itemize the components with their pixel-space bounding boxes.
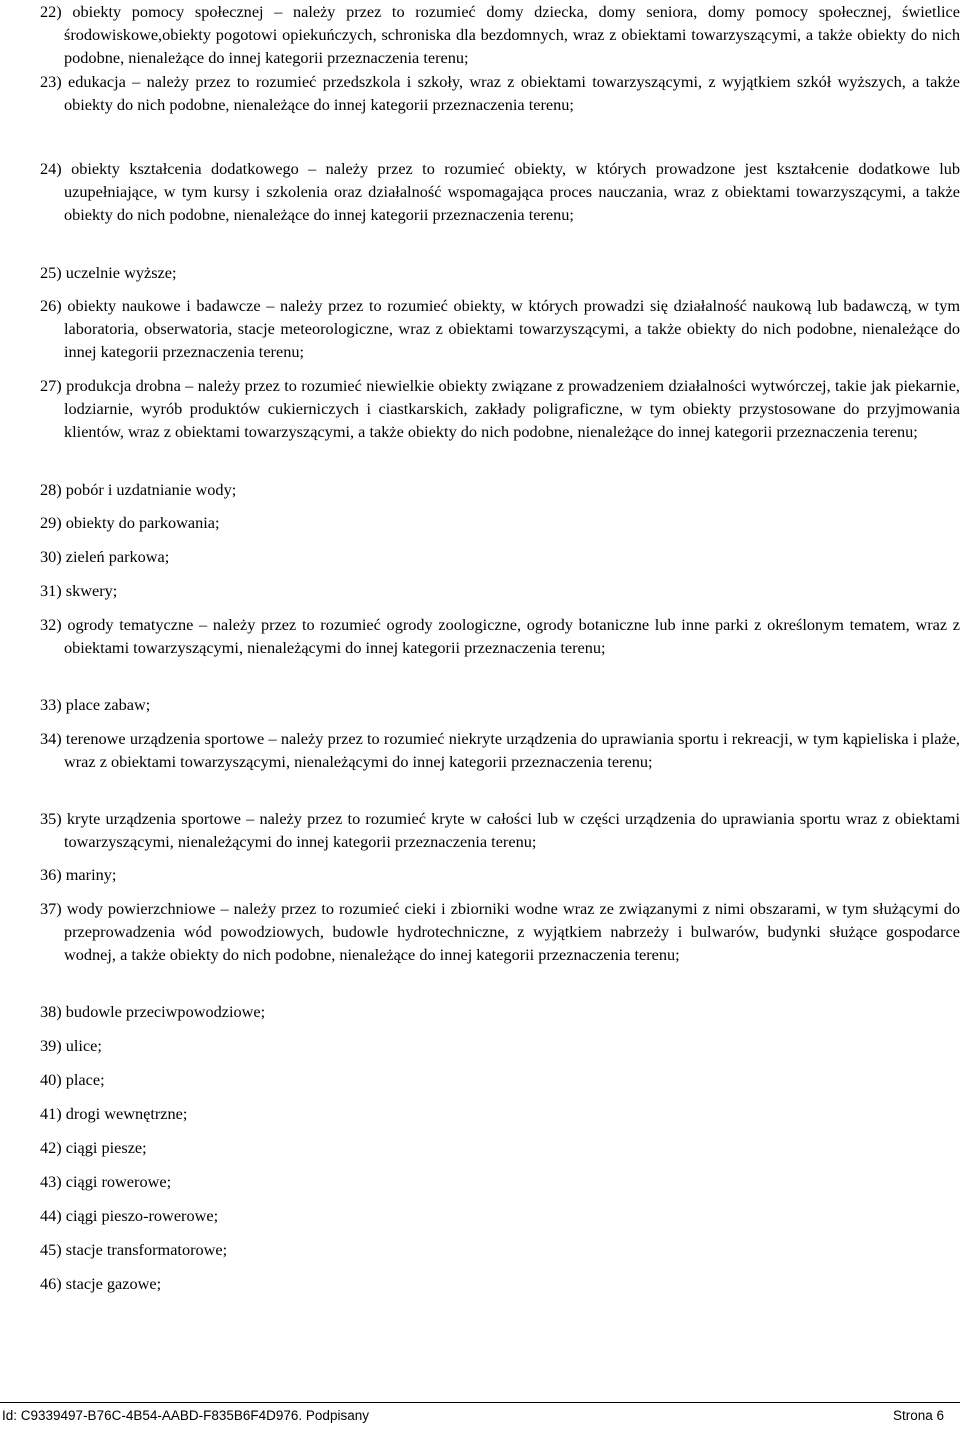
definition-item-30: 30) zieleń parkowa; (40, 547, 170, 566)
definition-item-27: 27) produkcja drobna – należy przez to rozumieć niewielkie obiekty związane z prowadzeniem działalności wytwórczej, takie jak piekarnie, lodziarnie, wyrób produktów cukierniczych i ciastkarskich, zakłady poligraficzne, w tym obiekty przystosowane do przyjmowania klientów, wraz z obiektami towarzyszącymi, a także obiekty do nich podobne, nienależące do innej kategorii przeznaczenia terenu; (40, 376, 960, 442)
definition-item-24: 24) obiekty kształcenia dodatkowego – należy przez to rozumieć obiekty, w których prowadzone jest kształcenie dodatkowe lub uzupełniające, w tym kursy i szkolenia oraz działalność wspomagająca proces nauczania, wraz z obiektami towarzyszącymi, a także obiekty do nich podobne, nienależące do innej kategorii przeznaczenia terenu; (40, 159, 960, 225)
definition-item-34: 34) terenowe urządzenia sportowe – należy przez to rozumieć niekryte urządzenia do uprawiania sportu i rekreacji, w tym kąpieliska i plaże, wraz z obiektami towarzyszącymi, nienależącymi do innej kategorii przeznaczenia terenu; (40, 729, 960, 772)
definition-item-43: 43) ciągi rowerowe; (40, 1172, 172, 1191)
definition-item-32: 32) ogrody tematyczne – należy przez to rozumieć ogrody zoologiczne, ogrody botaniczne lub inne parki z określonym tematem, wraz z obiektami towarzyszącymi, nienależącymi do innej kategorii przeznaczenia terenu; (40, 615, 960, 658)
definition-item-31: 31) skwery; (40, 581, 118, 600)
definition-item-41: 41) drogi wewnętrzne; (40, 1104, 188, 1123)
definition-item-45: 45) stacje transformatorowe; (40, 1240, 228, 1259)
definition-item-46: 46) stacje gazowe; (40, 1274, 162, 1293)
definition-item-37: 37) wody powierzchniowe – należy przez to rozumieć cieki i zbiorniki wodne wraz ze związanymi z nimi obszarami, w tym służącymi do przeprowadzenia wód powodziowych, budowle hydrotechniczne, z wyjątkiem nabrzeży i bulwarów, budynki służące gospodarce wodnej, a także obiekty do nich podobne, nienależące do innej kategorii przeznaczenia terenu; (40, 899, 960, 965)
definition-item-38: 38) budowle przeciwpowodziowe; (40, 1002, 266, 1021)
definition-item-42: 42) ciągi piesze; (40, 1138, 147, 1157)
page-number: Strona 6 (892, 1408, 944, 1423)
definition-item-26: 26) obiekty naukowe i badawcze – należy przez to rozumieć obiekty, w których prowadzi się działalność naukową lub badawczą, w tym laboratoria, obserwatoria, stacje meteorologiczne, wraz z obiektami towarzyszącymi, a także obiekty do nich podobne, nienależące do innej kategorii przeznaczenia terenu; (40, 296, 960, 362)
definition-item-40: 40) place; (40, 1070, 105, 1089)
definition-item-33: 33) place zabaw; (40, 695, 151, 714)
definition-item-25: 25) uczelnie wyższe; (40, 263, 177, 282)
page-footer (0, 1402, 960, 1429)
definition-item-29: 29) obiekty do parkowania; (40, 513, 220, 532)
document-id-text: Id: C9339497-B76C-4B54-AABD-F835B6F4D976. Podpisany (2, 1408, 369, 1423)
definition-item-36: 36) mariny; (40, 865, 117, 884)
definition-item-28: 28) pobór i uzdatnianie wody; (40, 480, 237, 499)
definition-item-35: 35) kryte urządzenia sportowe – należy przez to rozumieć kryte w całości lub w części urządzenia do uprawiania sportu wraz z obiektami towarzyszącymi, nienależącymi do innej kategorii przeznaczenia terenu; (40, 809, 960, 852)
definition-item-39: 39) ulice; (40, 1036, 102, 1055)
definition-item-23: 23) edukacja – należy przez to rozumieć przedszkola i szkoły, wraz z obiektami towarzyszącymi, z wyjątkiem szkół wyższych, a także obiekty do nich podobne, nienależące do innej kategorii przeznaczenia terenu; (40, 72, 960, 115)
definition-item-22: 22) obiekty pomocy społecznej – należy przez to rozumieć domy dziecka, domy seniora, domy pomocy społecznej, świetlice środowiskowe,obiekty pogotowi opiekuńczych, schroniska dla bezdomnych, wraz z obiektami towarzyszącymi, a także obiekty do nich podobne, nienależące do innej kategorii przeznaczenia terenu; (40, 2, 960, 68)
definition-item-44: 44) ciągi pieszo-rowerowe; (40, 1206, 219, 1225)
